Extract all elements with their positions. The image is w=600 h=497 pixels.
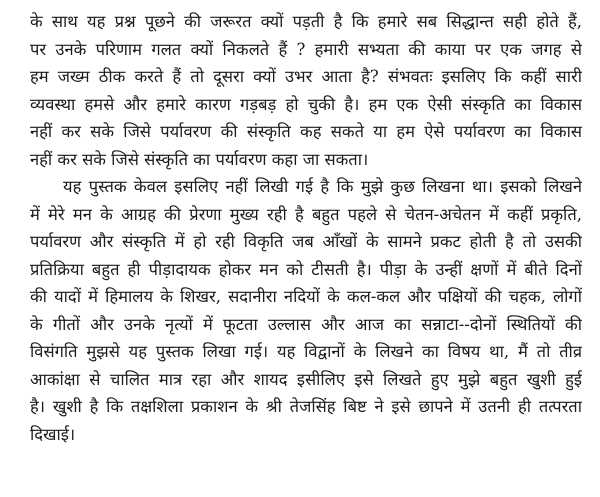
text-line: विसंगति मुझसे यह पुस्तक लिखा गई। यह विद्वानों के लिखने का विषय था, मैं तो तीव्र [30, 342, 582, 361]
text-line: नहीं कर सके जिसे संस्कृति का पर्यावरण कहा जा सकता। [30, 149, 369, 169]
text-line: दिखाई। [30, 424, 76, 444]
text-line: के साथ यह प्रश्न पूछने की जरूरत क्यों पड़ती है कि हमारे सब सिद्धान्त सही होते हैं, [30, 12, 582, 31]
paragraph-2 [30, 173, 582, 448]
text-line: हम जख्म ठीक करते हैं तो दूसरा क्यों उभर आता है? संभवतः इसलिए कि कहीं सारी [30, 67, 582, 86]
text-line: व्यवस्था हमसे और हमारे कारण गड़बड़ हो चुकी है। हम एक ऐसी संस्कृति का विकास [30, 94, 582, 114]
text-line: आकांक्षा से चालित मात्र रहा और शायद इसीलिए इसे लिखते हुए मुझे बहुत खुशी हुई [30, 369, 582, 389]
text-line: की यादों में हिमालय के शिखर, सदानीरा नदियों के कल-कल और पक्षियों की चहक, लोगों [30, 287, 582, 306]
text-line: यह पुस्तक केवल इसलिए नहीं लिखी गई है कि मुझे कुछ लिखना था। इसको लिखने [63, 177, 582, 196]
document-page [30, 8, 582, 448]
paragraph-1 [30, 8, 582, 173]
text-line: के गीतों और उनके नृत्यों में फूटता उल्लास और आज का सन्नाटा--दोनों स्थितियों की [30, 314, 582, 334]
text-line: है। खुशी है कि तक्षशिला प्रकाशन के श्री तेजसिंह बिष्ट ने इसे छापने में उतनी ही तत्परता [30, 397, 582, 416]
text-line: में मेरे मन के आग्रह की प्रेरणा मुख्य रही है बहुत पहले से चेतन-अचेतन में कहीं प्रकृति, [30, 204, 582, 224]
text-line: पर्यावरण और संस्कृति में हो रही विकृति जब आँखों के सामने प्रकट होती है तो उसकी [30, 232, 582, 251]
text-line: प्रतिक्रिया बहुत ही पीड़ादायक होकर मन को टीसती है। पीड़ा के उन्हीं क्षणों में बीते दिनों [30, 259, 582, 279]
text-line: नहीं कर सके जिसे पर्यावरण की संस्कृति कह सकते या हम ऐसे पर्यावरण का विकास [30, 122, 582, 141]
text-line: पर उनके परिणाम गलत क्यों निकलते हैं ? हमारी सभ्यता की काया पर एक जगह से [30, 39, 582, 59]
